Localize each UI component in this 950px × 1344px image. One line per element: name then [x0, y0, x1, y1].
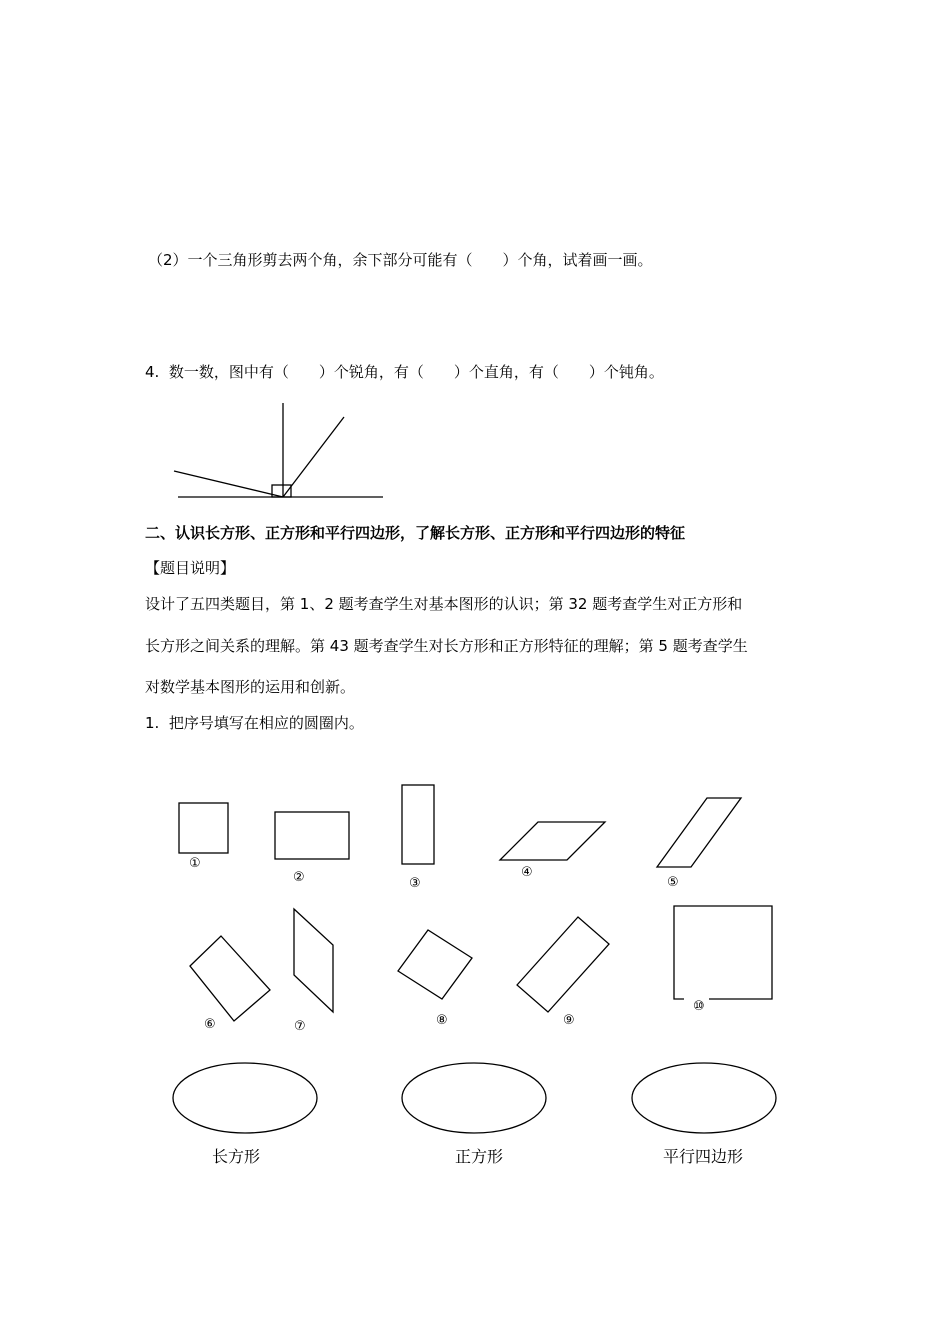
section-two-title: 二、认识长方形、正方形和平行四边形，了解长方形、正方形和平行四边形的特征	[145, 524, 686, 542]
shape-number: ②	[293, 870, 305, 885]
rectangle-label: 长方形	[212, 1147, 261, 1166]
shape-number: ⑧	[436, 1013, 448, 1028]
question-2-text: （2）一个三角形剪去两个角，余下部分可能有（ ）个角，试着画一画。	[148, 251, 653, 269]
left-ray	[174, 471, 283, 497]
shape-8-square	[398, 930, 472, 999]
shape-number: ⑤	[667, 875, 679, 890]
shape-1-square	[179, 803, 228, 853]
square-label: 正方形	[455, 1147, 504, 1166]
shape-6-rectangle	[190, 936, 270, 1021]
parallelogram-label: 平行四边形	[663, 1147, 744, 1166]
shape-7-parallelogram	[294, 909, 333, 1012]
explanation-heading: 【题目说明】	[145, 559, 236, 577]
rectangle-answer-ellipse[interactable]	[173, 1063, 317, 1133]
shape-4-parallelogram	[500, 822, 605, 860]
shape-9-rectangle	[517, 917, 609, 1012]
shape-number: ③	[409, 876, 421, 891]
shape-number: ⑨	[563, 1013, 575, 1028]
explanation-line-1: 设计了五四类题目，第 1、2 题考查学生对基本图形的认识；第 32 题考查学生对正方形和	[145, 595, 743, 613]
square-answer-ellipse[interactable]	[402, 1063, 546, 1133]
explanation-line-2: 长方形之间关系的理解。第 43 题考查学生对长方形和正方形特征的理解；第 5 题考查学生	[145, 637, 748, 655]
right-ray	[283, 417, 344, 497]
shape-number: ⑥	[204, 1017, 216, 1032]
question-1-text: 1. 把序号填写在相应的圆圈内。	[145, 714, 364, 732]
question-4-text: 4. 数一数，图中有（ ）个锐角，有（ ）个直角，有（ ）个钝角。	[145, 363, 664, 381]
angle-figure	[174, 403, 383, 497]
shape-2-rectangle	[275, 812, 349, 859]
shape-number: ⑦	[294, 1019, 306, 1034]
shape-10-square	[674, 906, 772, 999]
shape-5-parallelogram	[657, 798, 741, 867]
explanation-line-3: 对数学基本图形的运用和创新。	[145, 678, 356, 696]
parallelogram-answer-ellipse[interactable]	[632, 1063, 776, 1133]
shape-number: ①	[189, 856, 201, 871]
shape-3-rectangle	[402, 785, 434, 864]
shape-number: ④	[521, 865, 533, 880]
shape-number: ⑩	[693, 999, 705, 1014]
